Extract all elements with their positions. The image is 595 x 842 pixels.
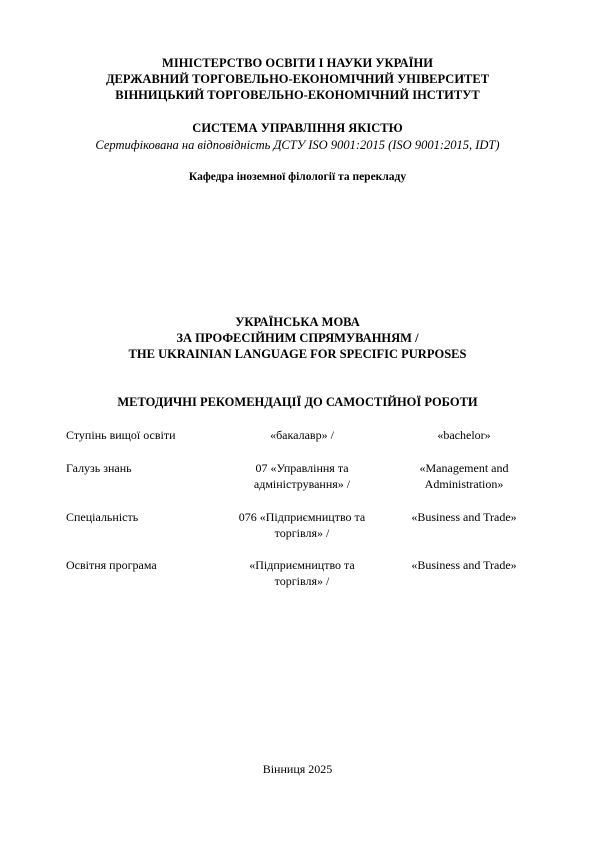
row-value-en-field <box>388 460 540 492</box>
city-year-footer: Вінниця 2025 <box>262 762 333 776</box>
course-title-line-3: THE UKRAINIAN LANGUAGE FOR SPECIFIC PURPOSES <box>128 347 467 361</box>
certification-note: Сертифікована на відповідність ДСТУ ISO 9001:2015 (ISO 9001:2015, IDT) <box>95 138 500 152</box>
row-value-uk-line: адміністрування» / <box>253 477 351 491</box>
institute-heading: ВІННИЦЬКИЙ ТОРГОВЕЛЬНО-ЕКОНОМІЧНИЙ ІНСТИТУТ <box>115 88 480 102</box>
row-label-field: Галузь знань <box>66 461 132 475</box>
department-name: Кафедра іноземної філології та перекладу <box>188 171 407 183</box>
row-value-uk-degree <box>228 427 376 443</box>
course-title-line-2: ЗА ПРОФЕСІЙНИМ СПРЯМУВАННЯМ / <box>176 331 419 345</box>
row-label-program: Освітня програма <box>66 558 157 572</box>
row-value-uk-line: торгівля» / <box>274 526 330 540</box>
document-subtitle: МЕТОДИЧНІ РЕКОМЕНДАЦІЇ ДО САМОСТІЙНОЇ РОБОТИ <box>117 395 478 409</box>
quality-system-heading: СИСТЕМА УПРАВЛІННЯ ЯКІСТЮ <box>192 121 403 135</box>
row-value-en-degree <box>388 427 540 443</box>
row-label-degree: Ступінь вищої освіти <box>66 428 176 442</box>
row-value-en-specialty <box>388 509 540 525</box>
row-value-en-line: «Management and <box>419 461 509 475</box>
university-heading: ДЕРЖАВНИЙ ТОРГОВЕЛЬНО-ЕКОНОМІЧНИЙ УНІВЕРСИТЕТ <box>105 72 490 86</box>
row-value-en-line: Administration» <box>424 477 504 491</box>
row-value-uk-line: «бакалавр» / <box>270 428 334 442</box>
row-value-uk-line: торгівля» / <box>274 574 330 588</box>
row-value-uk-line: 076 «Підприємництво та <box>238 510 366 524</box>
row-value-uk-line: 07 «Управління та <box>255 461 349 475</box>
ministry-heading: МІНІСТЕРСТВО ОСВІТИ І НАУКИ УКРАЇНИ <box>162 56 433 70</box>
row-value-en-line: «Business and Trade» <box>411 510 517 524</box>
row-value-uk-line: «Підприємництво та <box>249 558 355 572</box>
row-value-en-line: «Business and Trade» <box>411 558 517 572</box>
row-value-en-line: «bachelor» <box>437 428 491 442</box>
row-value-uk-specialty <box>228 509 376 541</box>
row-value-en-program <box>388 557 540 573</box>
row-value-uk-program <box>228 557 376 589</box>
row-label-specialty: Спеціальність <box>66 510 139 524</box>
row-value-uk-field <box>228 460 376 492</box>
course-title-line-1: УКРАЇНСЬКА МОВА <box>235 315 360 329</box>
